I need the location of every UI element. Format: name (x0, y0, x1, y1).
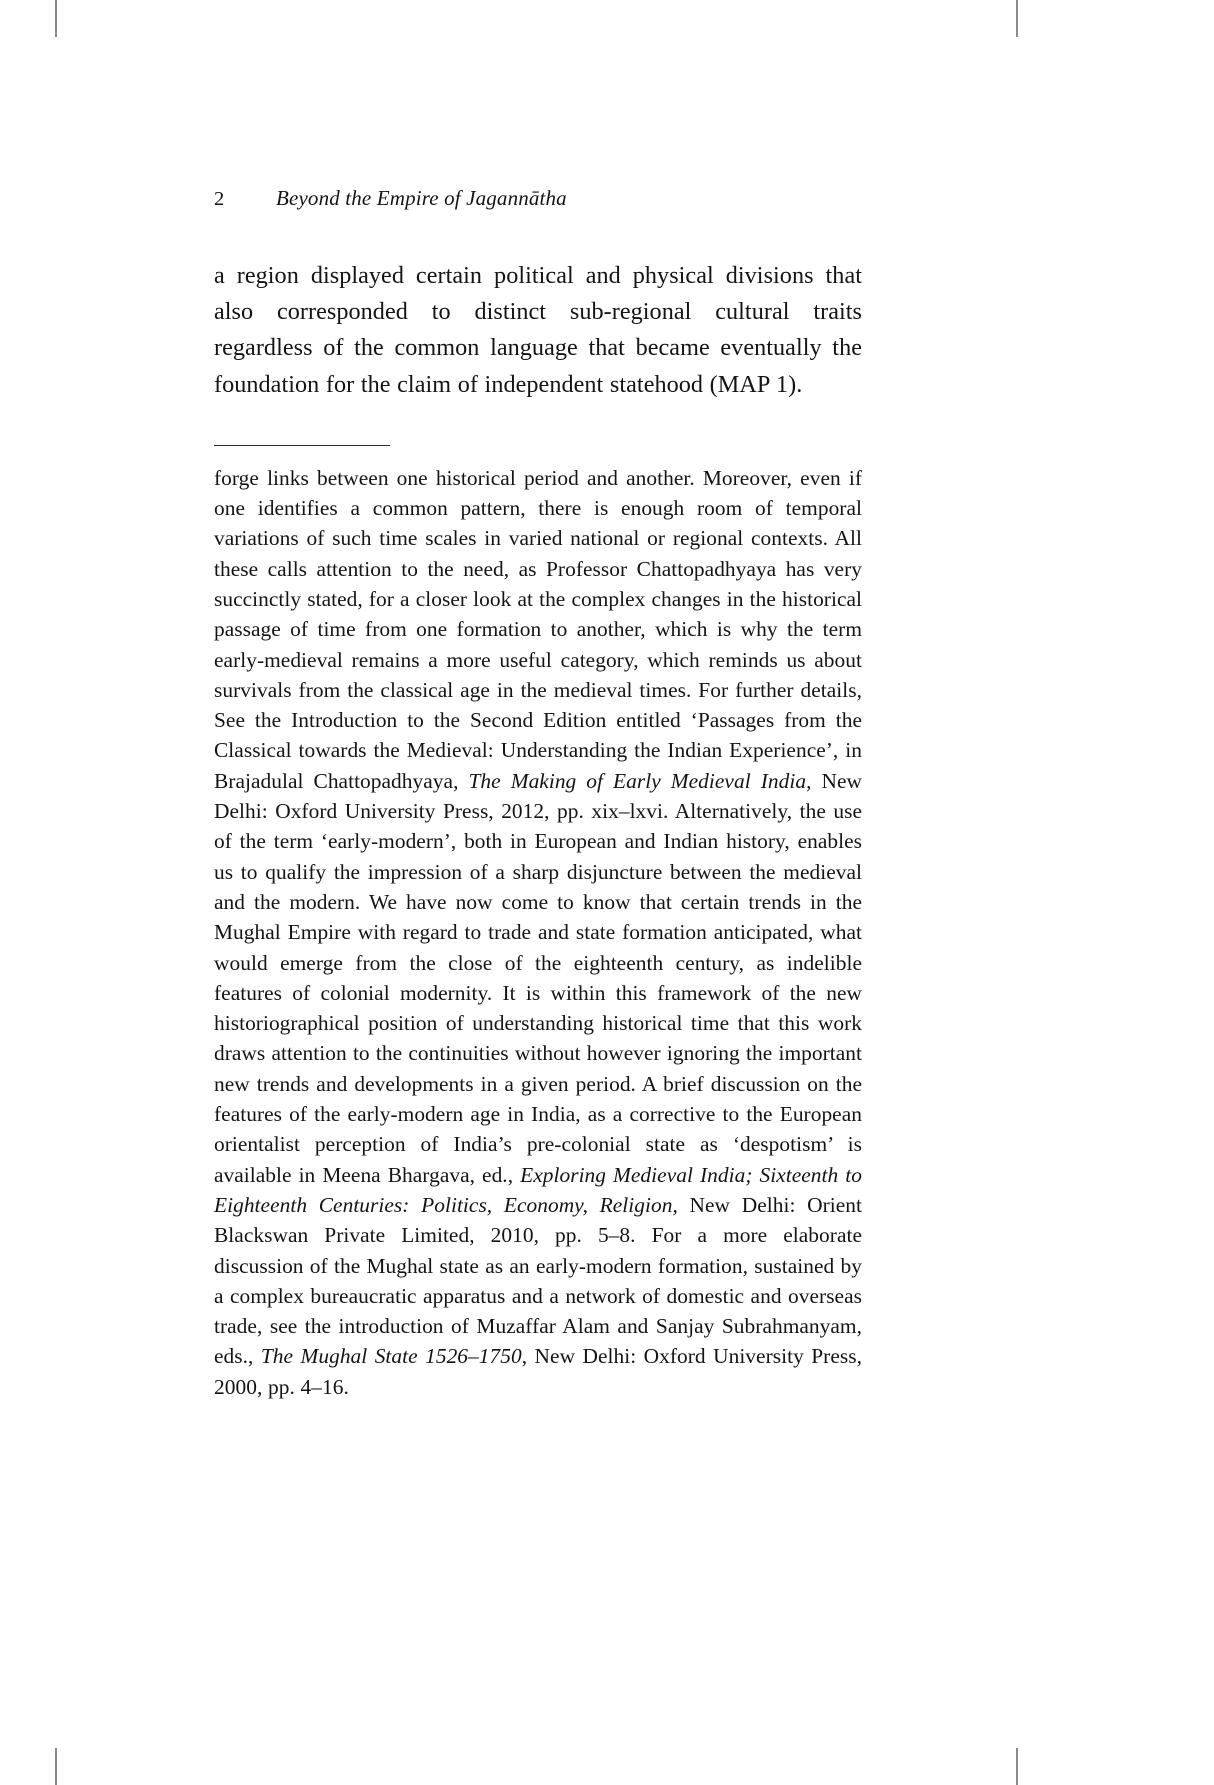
text-block (214, 186, 862, 1402)
crop-mark-bottom-left (55, 1748, 57, 1785)
footnote-cited-title: The Making of Early Medieval India (468, 768, 807, 793)
footnote-run: , New Delhi: Oxford University Press, 2012, pp. xix–lxvi. Alternatively, the use of the term ‘early-modern’, both in European and Indian history, enables us to qualify the impression of a sharp disjuncture between the medieval and the modern. We have now come to know that certain trends in the Mughal Empire with regard to trade and state formation anticipated, what would emerge from the close of the eighteenth century, as indelible features of colonial modernity. It is within this framework of the new historiographical position of understanding historical time that this work draws attention to the continuities without however ignoring the important new trends and developments in a given period. A brief discussion on the features of the early-modern age in India, as a corrective to the European orientalist perception of India’s pre-colonial state as ‘despotism’ is available in Meena Bhargava, ed., (214, 768, 862, 1187)
footnote-run: New Delhi: Orient Blackswan Private Limited, 2010, pp. 5–8. For a more elaborate discussion of the Mughal state as an early-modern formation, sustained by a complex bureaucratic apparatus and a network of domestic and overseas trade, see the introduction of Muzaffar Alam and Sanjay Subrahmanyam, eds., (214, 1192, 863, 1369)
footnote-run: , New Delhi: Oxford University Press, 2000, pp. 4–16. (214, 1344, 862, 1399)
page-number: 2 (214, 188, 225, 210)
footnote-rule (214, 445, 390, 447)
crop-mark-bottom-right (1016, 1748, 1018, 1785)
footnote-text (214, 463, 862, 1402)
footnote-separator (214, 445, 862, 447)
running-head (214, 186, 862, 220)
crop-mark-top-left (55, 0, 57, 37)
footnote-cited-title: The Mughal State 1526–1750 (260, 1344, 522, 1369)
running-head-title: Beyond the Empire of Jagannātha (276, 186, 567, 210)
footnote-cited-title: Exploring Medieval India; Sixteenth to Eighteenth Centuries: Politics, Economy, Religion, (214, 1162, 862, 1217)
footnote-run: forge links between one historical period and another. Moreover, even if one identifies a common pattern, there is enough room of temporal variations of such time scales in varied national or regional contexts. All these calls attention to the need, as Professor Chattopadhyaya has very succinctly stated, for a closer look at the complex changes in the historical passage of time from one formation to another, which is why the term early-medieval remains a more useful category, which reminds us about survivals from the classical age in the medieval times. For further details, See the Introduction to the Second Edition entitled ‘Passages from the Classical towards the Medieval: Understanding the Indian Experience’, in Brajadulal Chattopadhyaya, (214, 465, 862, 793)
body-paragraph: a region displayed certain political and physical divisions that also corresponded to distinct sub-regional cultural traits regardless of the common language that became eventually the foundation for the claim of independent statehood (MAP 1). (214, 262, 862, 398)
crop-mark-top-right (1016, 0, 1018, 37)
